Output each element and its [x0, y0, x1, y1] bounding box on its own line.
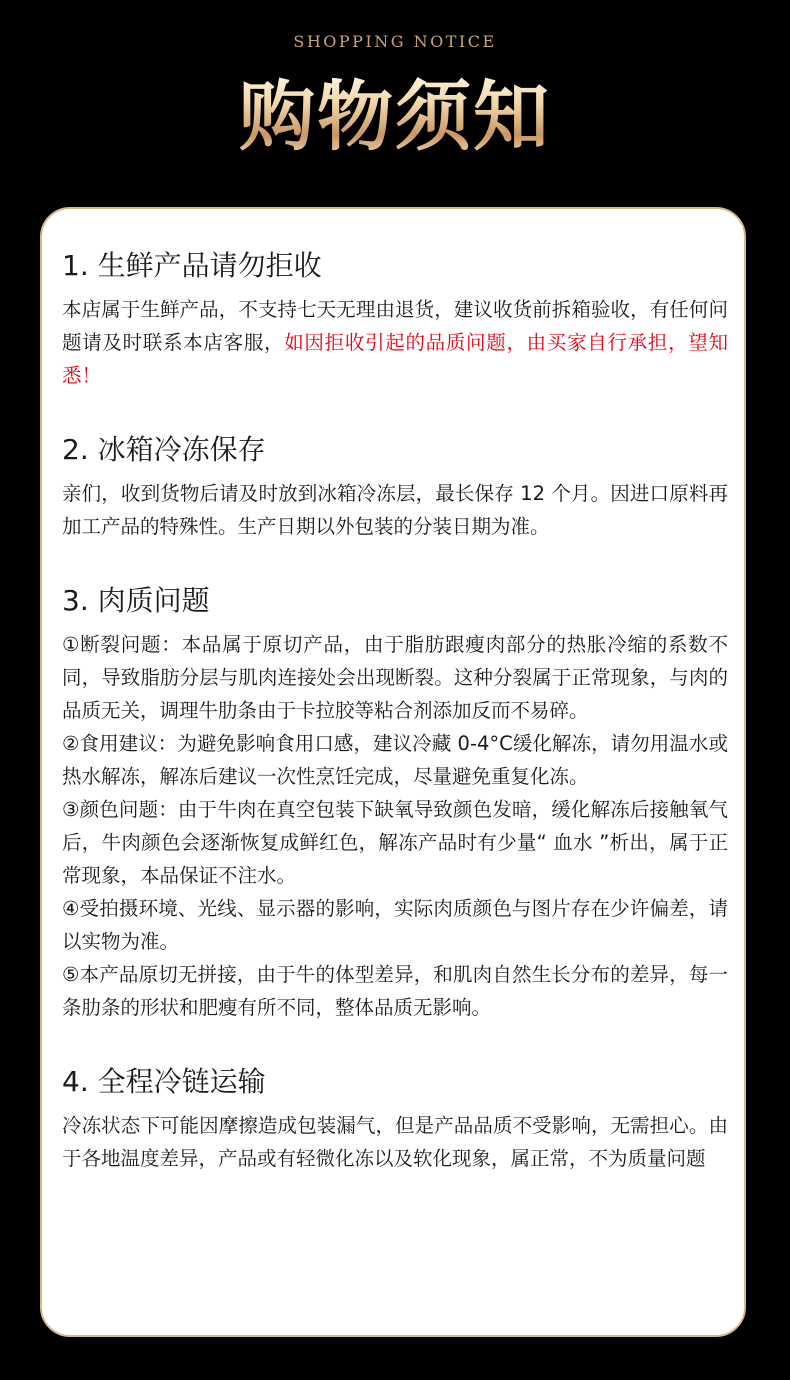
section-body-text: 本店属于生鲜产品，不支持七天无理由退货，建议收货前拆箱验收，有任何问题请及时联系本店客服，: [62, 298, 728, 354]
section-meat-quality: [62, 574, 728, 1024]
section-heading: 1. 生鲜产品请勿拒收: [62, 249, 322, 282]
section-heading: 2. 冰箱冷冻保存: [62, 433, 266, 466]
section-body: 冷冻状态下可能因摩擦造成包装漏气，但是产品品质不受影响，无需担心。由于各地温度差异，产品或有轻微化冻以及软化现象，属正常，不为质量问题: [62, 1114, 728, 1170]
warning-text: 如因拒收引起的品质问题，由买家自行承担，望知悉！: [62, 331, 728, 387]
section-no-rejection: [62, 239, 728, 392]
section-heading: 4. 全程冷链运输: [62, 1065, 266, 1098]
page-title: 购物须知: [0, 72, 790, 162]
list-item: ⑤本产品原切无拼接，由于牛的体型差异，和肌肉自然生长分布的差异，每一条肋条的形状和肥瘦有所不同，整体品质无影响。: [62, 963, 728, 1019]
section-heading: 3. 肉质问题: [62, 584, 210, 617]
header: [0, 0, 790, 205]
header-subtitle: SHOPPING NOTICE: [293, 32, 497, 51]
section-body: [62, 293, 728, 392]
section-cold-chain: [62, 1055, 728, 1175]
list-item: ②食用建议：为避免影响食用口感，建议冷藏 0-4°C缓化解冻，请勿用温水或热水解冻，解冻后建议一次性烹饪完成，尽量避免重复化冻。: [62, 732, 728, 788]
list-item: ③颜色问题：由于牛肉在真空包装下缺氧导致颜色发暗，缓化解冻后接触氧气后，牛肉颜色会逐渐恢复成鲜红色，解冻产品时有少量“ 血水 ”析出，属于正常现象，本品保证不注水。: [62, 798, 728, 887]
list-item: ④受拍摄环境、光线、显示器的影响，实际肉质颜色与图片存在少许偏差，请以实物为准。: [62, 897, 728, 953]
list-item: ①断裂问题：本品属于原切产品，由于脂肪跟瘦肉部分的热胀冷缩的系数不同，导致脂肪分层与肌肉连接处会出现断裂。这种分裂属于正常现象，与肉的品质无关，调理牛肋条由于卡拉胶等粘合剂添加反而不易碎。: [62, 633, 728, 722]
notice-card: [40, 207, 746, 1337]
section-body: 亲们，收到货物后请及时放到冰箱冷冻层，最长保存 12 个月。因进口原料再加工产品的特殊性。生产日期以外包装的分装日期为准。: [62, 482, 728, 538]
notice-content: [62, 239, 728, 1206]
section-freezer-storage: [62, 423, 728, 543]
